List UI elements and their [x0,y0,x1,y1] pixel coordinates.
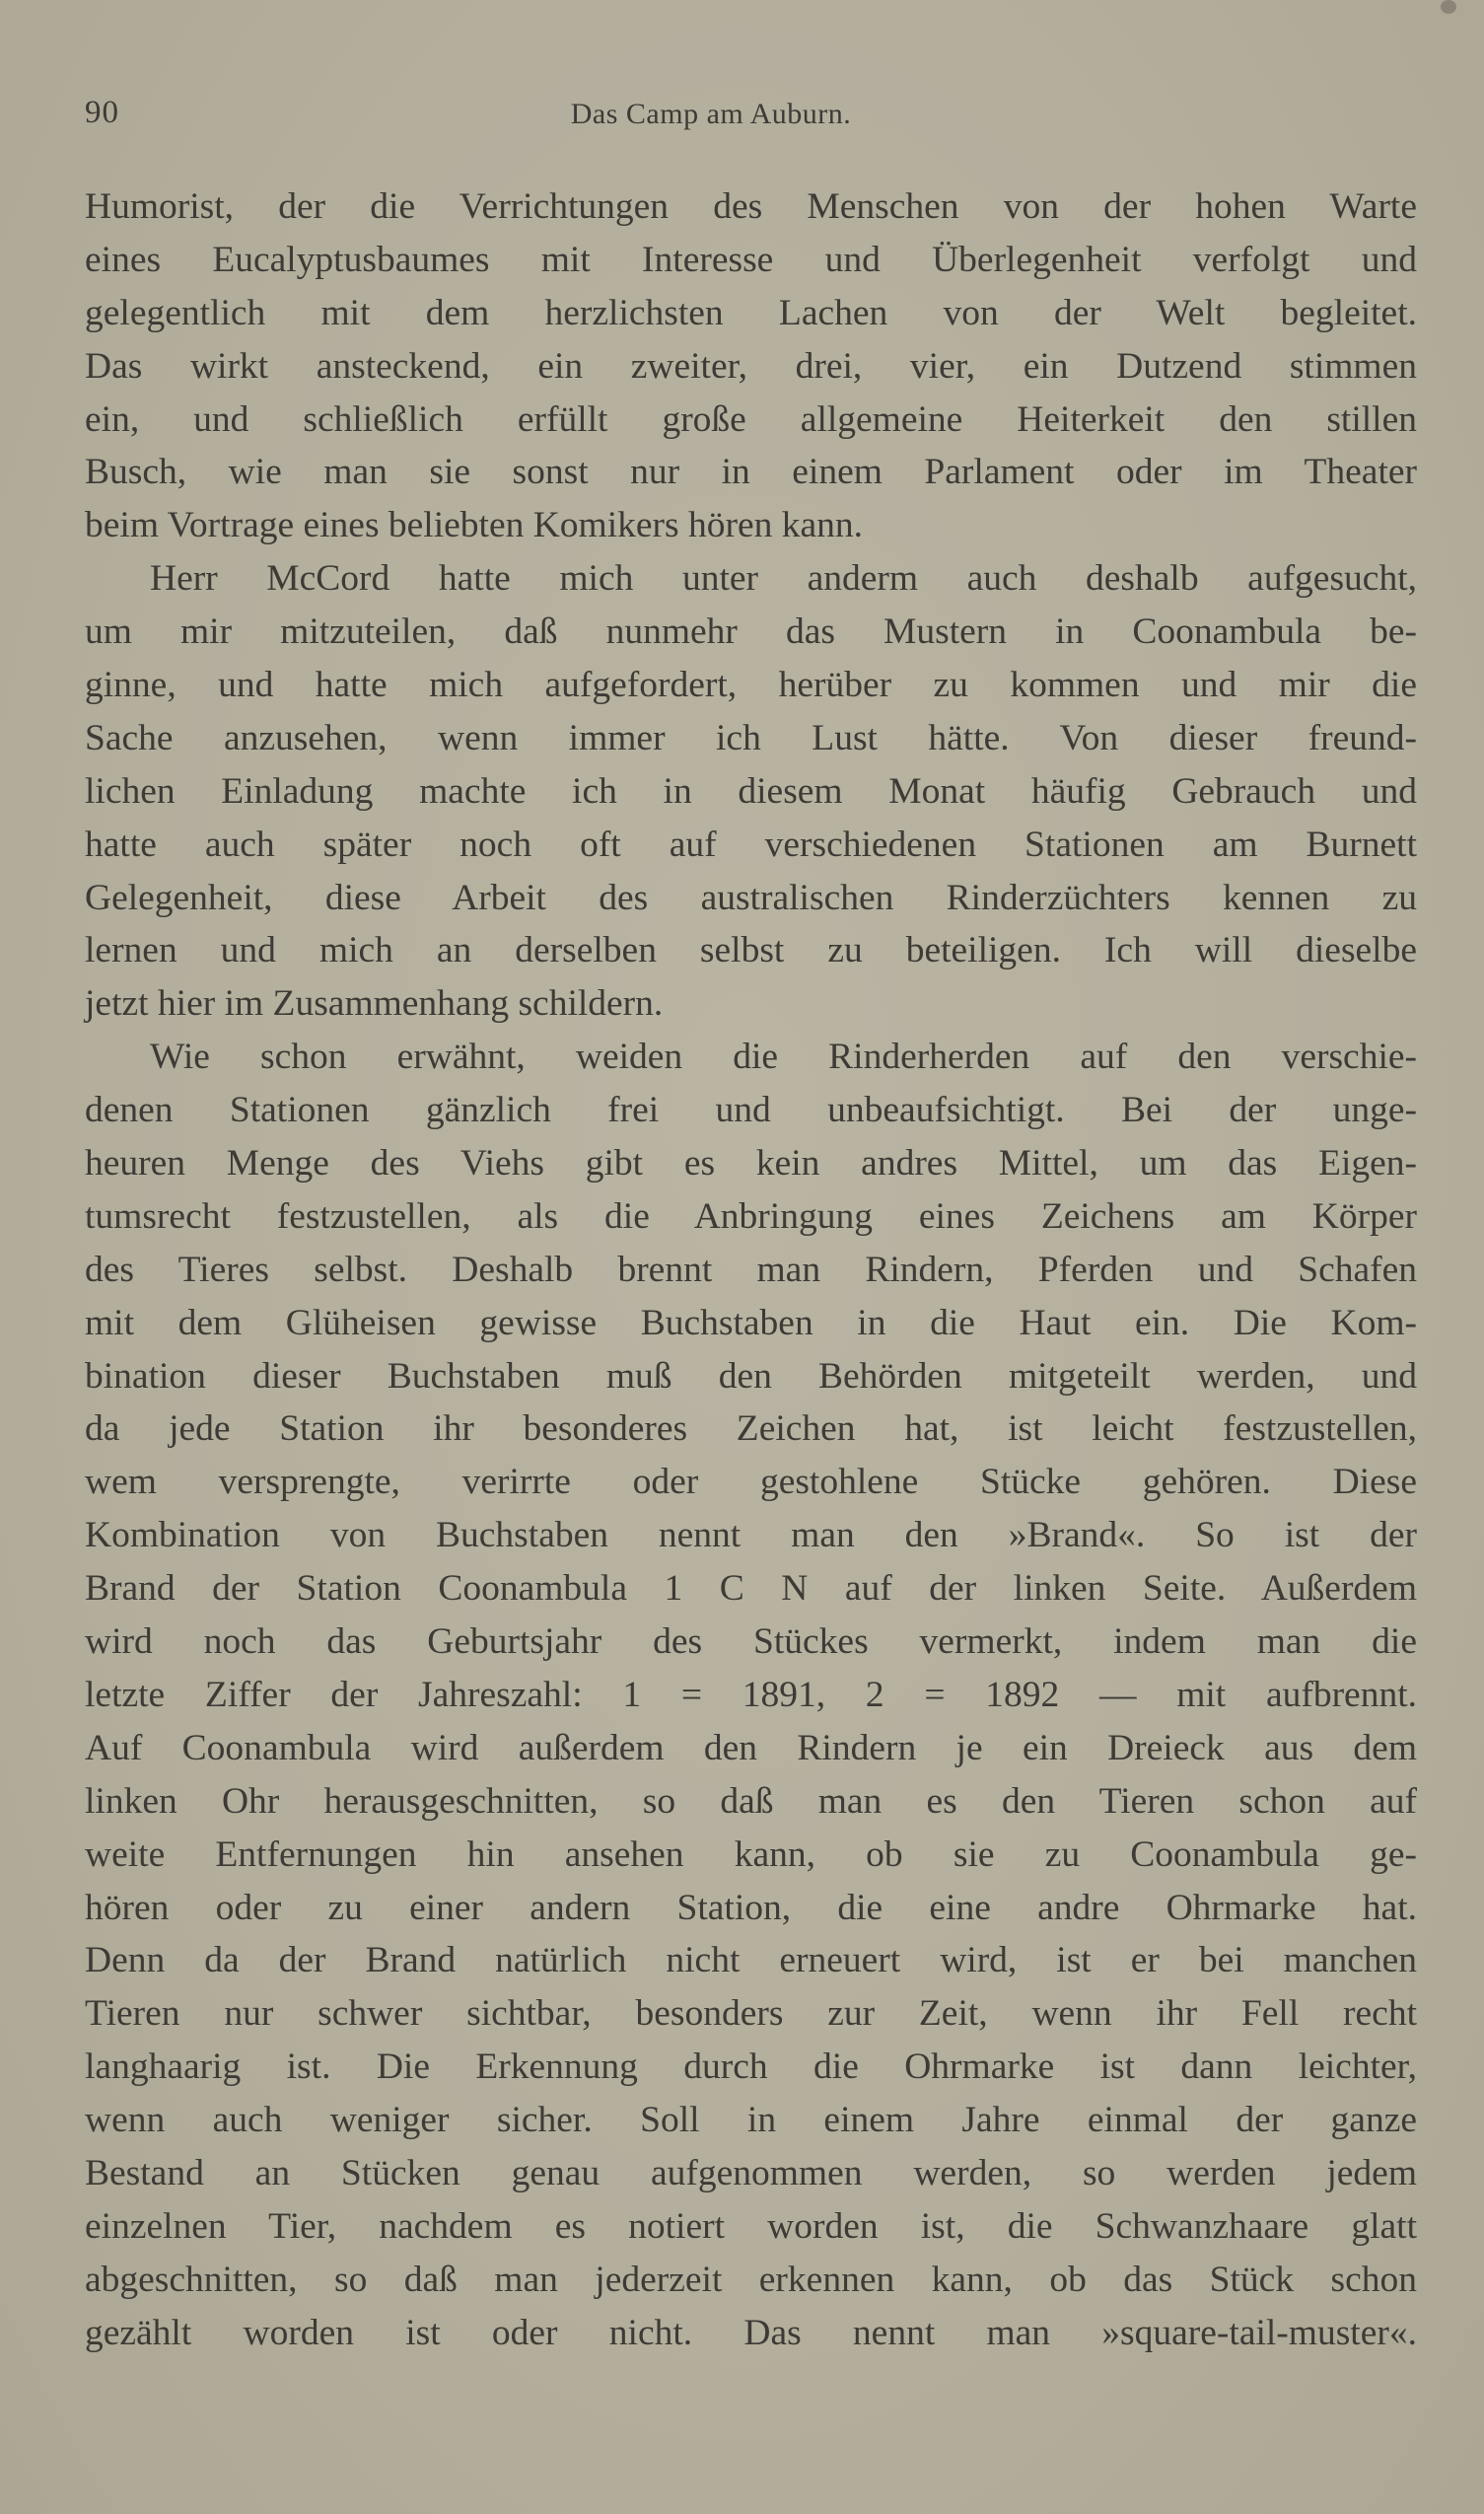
text-line: abgeschnitten, so daß man jederzeit erkennen kann, ob das Stück schon [85,2259,1417,2300]
text-line: Wie schon erwähnt, weiden die Rinderherden auf den verschie- [150,1037,1417,1078]
text-line: Gelegenheit, diese Arbeit des australischen Rinderzüchters kennen zu [85,877,1417,918]
text-line: Denn da der Brand natürlich nicht erneuert wird, ist er bei manchen [85,1940,1417,1981]
text-line: hören oder zu einer andern Station, die eine andre Ohrmarke hat. [85,1887,1417,1928]
text-line: hatte auch später noch oft auf verschiedenen Stationen am Burnett [85,824,1417,865]
text-line: langhaarig ist. Die Erkennung durch die Ohrmarke ist dann leichter, [85,2047,1417,2088]
text-line: Busch, wie man sie sonst nur in einem Parlament oder im Theater [85,452,1417,493]
text-line: letzte Ziffer der Jahreszahl: 1 = 1891, 2 = 1892 — mit aufbrennt. [85,1674,1417,1715]
text-line: einzelnen Tier, nachdem es notiert worden ist, die Schwanzhaare glatt [85,2205,1417,2247]
text-line: lernen und mich an derselben selbst zu beteiligen. Ich will dieselbe [85,930,1417,971]
running-title: Das Camp am Auburn. [570,98,852,130]
page-header [85,95,1416,142]
text-line: gezählt worden ist oder nicht. Das nennt man »square-tail-muster«. [85,2312,1417,2353]
text-line: wenn auch weniger sicher. Soll in einem Jahre einmal der ganze [85,2100,1417,2141]
text-line: mit dem Glüheisen gewisse Buchstaben in die Haut ein. Die Kom- [85,1302,1417,1343]
text-line: des Tieres selbst. Deshalb brennt man Rindern, Pferden und Schafen [85,1249,1417,1290]
text-line: jetzt hier im Zusammenhang schildern. [85,983,664,1025]
body-text [85,180,1417,2360]
text-line: wem versprengte, verirrte oder gestohlene Stücke gehören. Diese [85,1462,1417,1503]
text-line: um mir mitzuteilen, daß nunmehr das Mustern in Coonambula be- [85,611,1417,653]
text-line: heuren Menge des Viehs gibt es kein andres Mittel, um das Eigen- [85,1143,1417,1185]
text-line: Tieren nur schwer sichtbar, besonders zur Zeit, wenn ihr Fell recht [85,1993,1417,2035]
text-line: Kombination von Buchstaben nennt man den »Brand«. So ist der [85,1515,1417,1556]
text-line: tumsrecht festzustellen, als die Anbringung eines Zeichens am Körper [85,1195,1417,1237]
text-line: Das wirkt ansteckend, ein zweiter, drei, vier, ein Dutzend stimmen [85,345,1417,387]
text-line: linken Ohr herausgeschnitten, so daß man es den Tieren schon auf [85,1780,1417,1822]
text-line: lichen Einladung machte ich in diesem Monat häufig Gebrauch und [85,770,1417,812]
text-line: ein, und schließlich erfüllt große allgemeine Heiterkeit den stillen [85,398,1417,440]
text-line: da jede Station ihr besonderes Zeichen hat, ist leicht festzustellen, [85,1408,1417,1450]
text-line: eines Eucalyptusbaumes mit Interesse und Überlegenheit verfolgt und [85,239,1417,280]
text-line: bination dieser Buchstaben muß den Behörden mitgeteilt werden, und [85,1355,1417,1397]
text-line: gelegentlich mit dem herzlichsten Lachen von der Welt begleitet. [85,292,1417,333]
text-line: Brand der Station Coonambula 1 C N auf der linken Seite. Außerdem [85,1568,1417,1610]
text-line: Sache anzusehen, wenn immer ich Lust hätte. Von dieser freund- [85,717,1417,758]
text-line: ginne, und hatte mich aufgefordert, herüber zu kommen und mir die [85,665,1417,706]
text-line: Bestand an Stücken genau aufgenommen werden, so werden jedem [85,2152,1417,2193]
text-line: Auf Coonambula wird außerdem den Rindern je ein Dreieck aus dem [85,1727,1417,1768]
text-line: Humorist, der die Verrichtungen des Menschen von der hohen Warte [85,186,1417,227]
page-number: 90 [85,95,119,130]
text-line: wird noch das Geburtsjahr des Stückes vermerkt, indem man die [85,1621,1417,1663]
ink-speck [1441,0,1456,14]
text-line: denen Stationen gänzlich frei und unbeaufsichtigt. Bei der unge- [85,1090,1417,1131]
text-line: beim Vortrage eines beliebten Komikers hören kann. [85,505,864,546]
text-line: weite Entfernungen hin ansehen kann, ob sie zu Coonambula ge- [85,1833,1417,1875]
text-line: Herr McCord hatte mich unter anderm auch deshalb aufgesucht, [150,558,1417,600]
